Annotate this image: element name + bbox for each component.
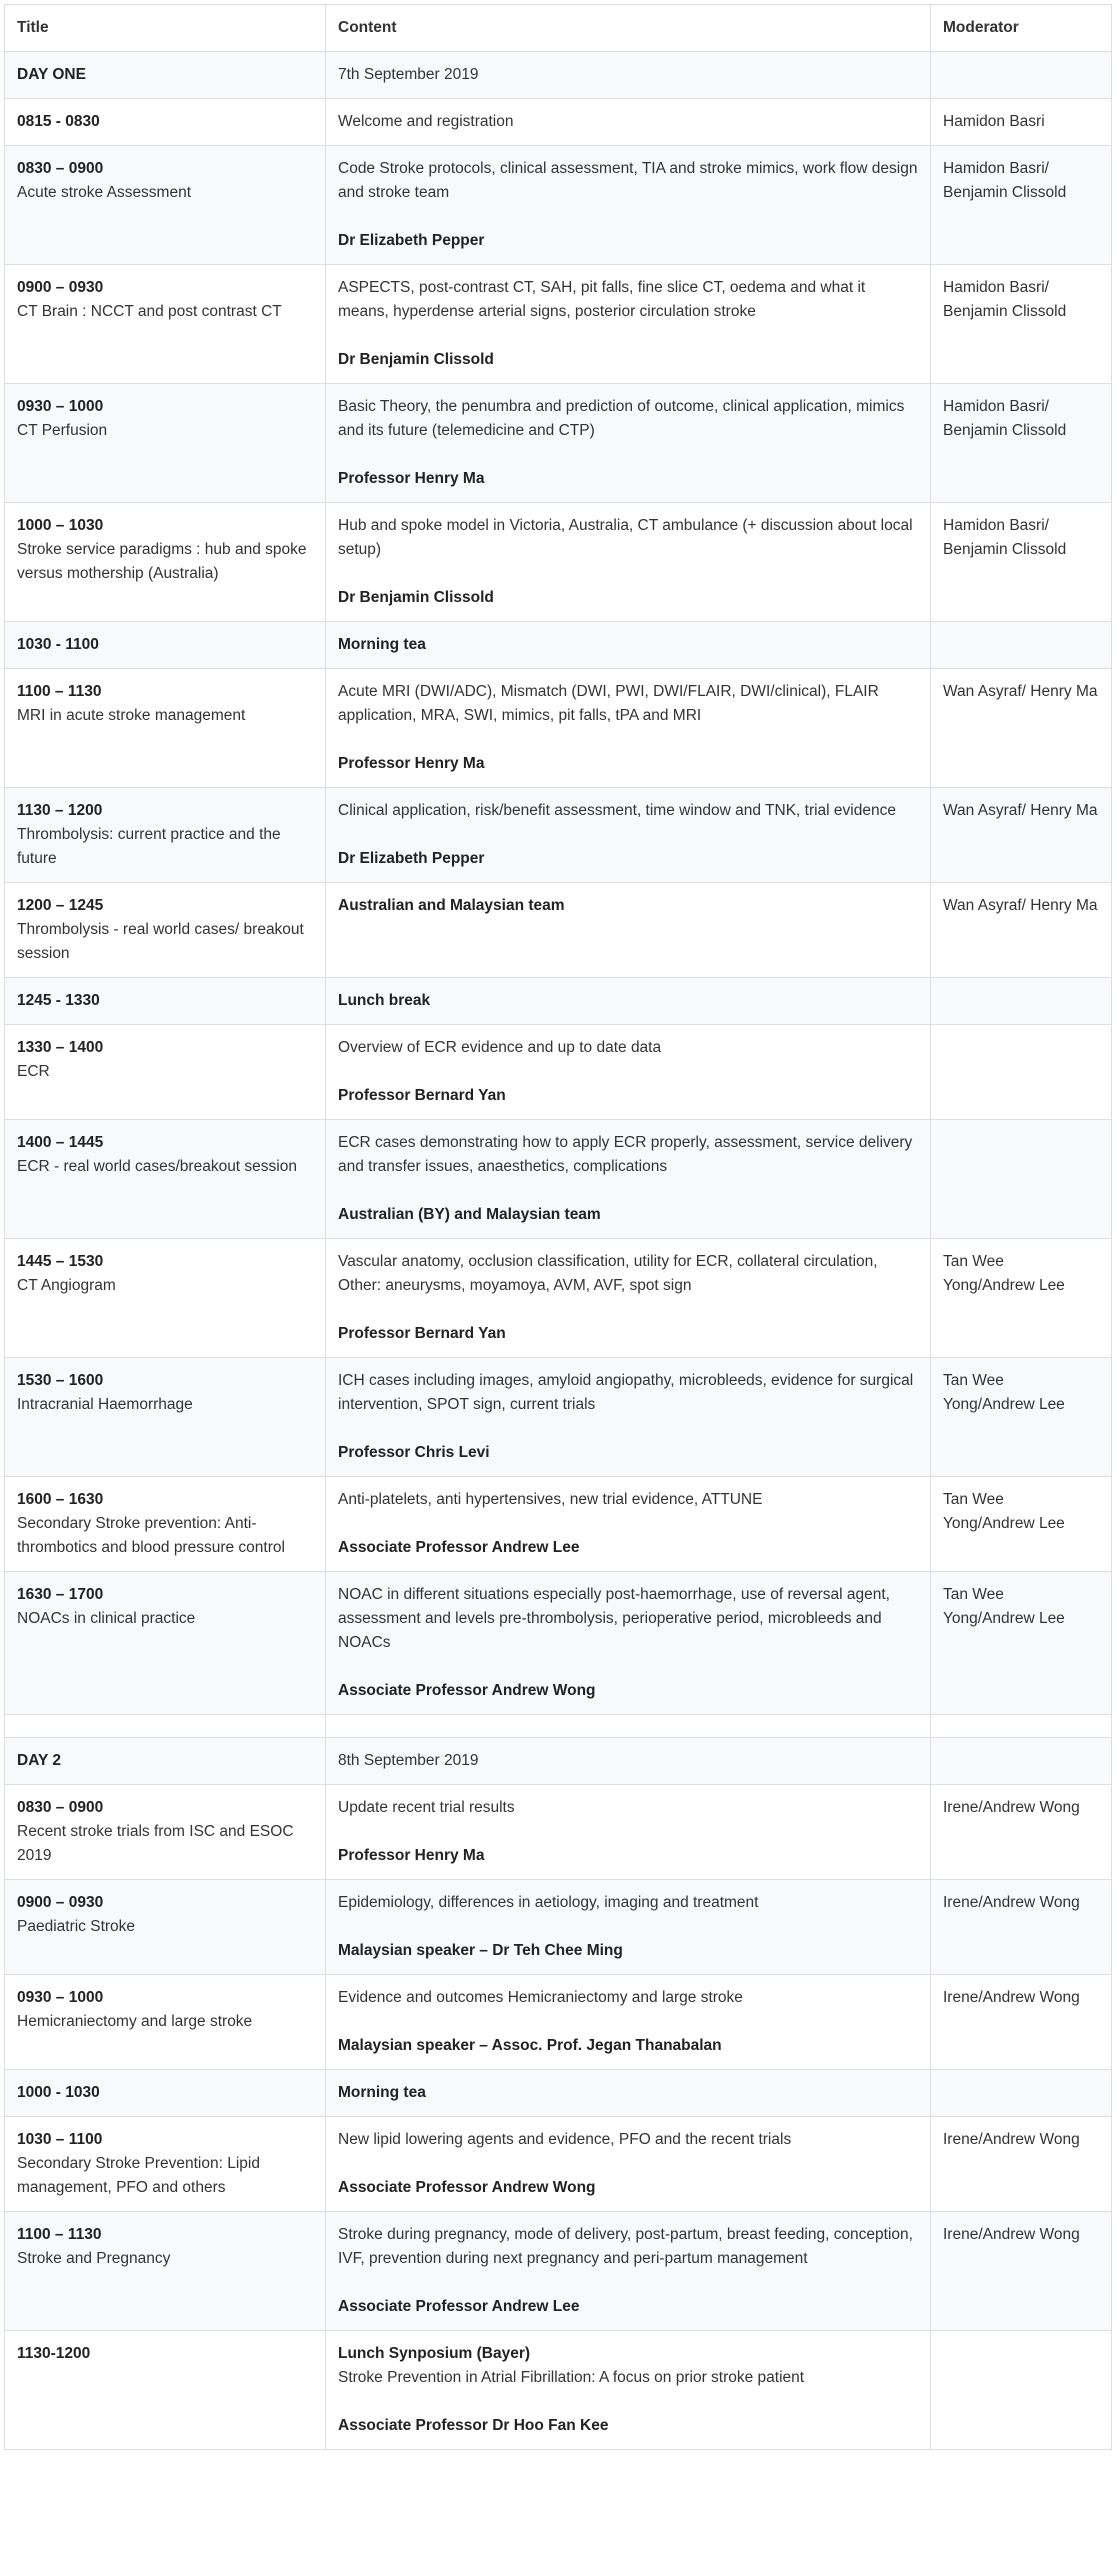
moderator-cell (931, 883, 1112, 978)
session-time: 0930 – 1000 (17, 398, 104, 415)
program-table-container (4, 4, 1111, 2450)
content-description: 7th September 2019 (338, 66, 479, 83)
session-topic: Hemicraniectomy and large stroke (17, 2013, 253, 2030)
content-description: ECR cases demonstrating how to apply ECR properly, assessment, service delivery and transfer issues, anaesthetics, complications (338, 1134, 913, 1175)
session-topic: Secondary Stroke Prevention: Lipid management, PFO and others (17, 2155, 260, 2196)
content-cell (326, 1572, 931, 1715)
session-cell (5, 146, 326, 265)
session-time: 1630 – 1700 (17, 1586, 104, 1603)
session-topic: ECR (17, 1063, 50, 1080)
speaker-name: Morning tea (338, 2084, 426, 2101)
speaker-name: Lunch break (338, 992, 431, 1009)
session-topic: Recent stroke trials from ISC and ESOC 2019 (17, 1823, 294, 1864)
moderator-cell (931, 2331, 1112, 2450)
content-description: Epidemiology, differences in aetiology, imaging and treatment (338, 1894, 759, 1911)
moderator-name: Irene/Andrew Wong (943, 1989, 1080, 2006)
table-row (5, 1880, 1112, 1975)
content-cell (326, 2212, 931, 2331)
session-time: 1100 – 1130 (17, 683, 102, 700)
table-row (5, 2331, 1112, 2450)
moderator-name: Hamidon Basri/ Benjamin Clissold (943, 160, 1067, 201)
speaker-name: Dr Benjamin Clissold (338, 351, 494, 368)
content-description: Code Stroke protocols, clinical assessment, TIA and stroke mimics, work flow design and stroke team (338, 160, 918, 201)
session-time: 1030 - 1100 (17, 636, 99, 653)
content-cell (326, 622, 931, 669)
table-row (5, 669, 1112, 788)
moderator-name: Wan Asyraf/ Henry Ma (943, 802, 1098, 819)
speaker-name: Professor Chris Levi (338, 1444, 490, 1461)
content-description: Update recent trial results (338, 1799, 515, 1816)
content-description: Basic Theory, the penumbra and prediction of outcome, clinical application, mimics and its future (telemedicine and CTP) (338, 398, 905, 439)
moderator-cell (931, 1738, 1112, 1785)
table-row (5, 1572, 1112, 1715)
session-cell (5, 2212, 326, 2331)
session-time: 0830 – 0900 (17, 160, 104, 177)
content-cell (326, 2117, 931, 2212)
session-time: 1600 – 1630 (17, 1491, 104, 1508)
table-row (5, 1477, 1112, 1572)
speaker-name: Professor Henry Ma (338, 470, 485, 487)
moderator-name: Irene/Andrew Wong (943, 2131, 1080, 2148)
session-cell (5, 265, 326, 384)
session-time: 0930 – 1000 (17, 1989, 104, 2006)
speaker-name: Australian (BY) and Malaysian team (338, 1206, 601, 1223)
content-cell (326, 1120, 931, 1239)
speaker-name: Professor Henry Ma (338, 755, 485, 772)
content-cell (326, 1025, 931, 1120)
moderator-name: Hamidon Basri (943, 113, 1045, 130)
speaker-name: Morning tea (338, 636, 426, 653)
moderator-cell (931, 1975, 1112, 2070)
content-cell (326, 384, 931, 503)
session-cell (5, 1880, 326, 1975)
content-description: 8th September 2019 (338, 1752, 479, 1769)
content-cell (326, 1785, 931, 1880)
moderator-cell (931, 2212, 1112, 2331)
content-cell (326, 146, 931, 265)
session-topic: Intracranial Haemorrhage (17, 1396, 193, 1413)
speaker-name: Associate Professor Dr Hoo Fan Kee (338, 2417, 609, 2434)
moderator-cell (931, 1120, 1112, 1239)
session-topic: CT Brain : NCCT and post contrast CT (17, 303, 282, 320)
session-topic: Thrombolysis - real world cases/ breakout session (17, 921, 304, 962)
session-topic: Stroke service paradigms : hub and spoke versus mothership (Australia) (17, 541, 307, 582)
session-time: 1445 – 1530 (17, 1253, 104, 1270)
moderator-name: Irene/Andrew Wong (943, 1894, 1080, 1911)
content-title: Lunch Synposium (Bayer) (338, 2345, 531, 2362)
moderator-cell (931, 265, 1112, 384)
table-row (5, 1239, 1112, 1358)
session-topic: CT Angiogram (17, 1277, 116, 1294)
moderator-name: Hamidon Basri/ Benjamin Clissold (943, 279, 1067, 320)
content-description: Hub and spoke model in Victoria, Australia, CT ambulance (+ discussion about local setup) (338, 517, 913, 558)
table-row (5, 1975, 1112, 2070)
moderator-cell (931, 622, 1112, 669)
session-topic: ECR - real world cases/breakout session (17, 1158, 297, 1175)
content-description: Vascular anatomy, occlusion classification, utility for ECR, collateral circulation, Other: aneurysms, moyamoya, AVM, AVF, spot sign (338, 1253, 878, 1294)
moderator-cell (931, 52, 1112, 99)
content-cell (326, 265, 931, 384)
speaker-name: Dr Benjamin Clissold (338, 589, 494, 606)
content-description: NOAC in different situations especially post-haemorrhage, use of reversal agent, assessment and levels pre-thrombolysis, perioperative period, microbleeds and NOACs (338, 1586, 890, 1651)
session-cell (5, 1572, 326, 1715)
moderator-cell (931, 669, 1112, 788)
session-time: 1000 - 1030 (17, 2084, 100, 2101)
session-cell (5, 1715, 326, 1738)
moderator-name: Tan Wee Yong/Andrew Lee (943, 1586, 1065, 1627)
table-header-row (5, 5, 1112, 52)
session-topic: NOACs in clinical practice (17, 1610, 196, 1627)
content-cell (326, 99, 931, 146)
content-cell (326, 2070, 931, 2117)
session-topic: Thrombolysis: current practice and the future (17, 826, 281, 867)
moderator-name: Hamidon Basri/ Benjamin Clissold (943, 398, 1067, 439)
moderator-cell (931, 2117, 1112, 2212)
speaker-name: Associate Professor Andrew Wong (338, 2179, 596, 2196)
moderator-name: Tan Wee Yong/Andrew Lee (943, 1253, 1065, 1294)
moderator-cell (931, 1025, 1112, 1120)
content-description: ASPECTS, post-contrast CT, SAH, pit falls, fine slice CT, oedema and what it means, hyperdense arterial signs, posterior circulation stroke (338, 279, 866, 320)
moderator-cell (931, 384, 1112, 503)
session-time: 1400 – 1445 (17, 1134, 104, 1151)
session-cell (5, 52, 326, 99)
content-description: Acute MRI (DWI/ADC), Mismatch (DWI, PWI, DWI/FLAIR, DWI/clinical), FLAIR application, MRA, SWI, mimics, pit falls, tPA and MRI (338, 683, 879, 724)
table-row (5, 99, 1112, 146)
table-row (5, 1738, 1112, 1785)
content-description: Evidence and outcomes Hemicraniectomy and large stroke (338, 1989, 743, 2006)
session-time: 1000 – 1030 (17, 517, 104, 534)
session-time: 0830 – 0900 (17, 1799, 104, 1816)
speaker-name: Dr Elizabeth Pepper (338, 232, 485, 249)
content-cell (326, 1880, 931, 1975)
session-cell (5, 1975, 326, 2070)
table-row (5, 1715, 1112, 1738)
moderator-cell (931, 2070, 1112, 2117)
content-cell (326, 1975, 931, 2070)
table-row (5, 265, 1112, 384)
content-cell (326, 883, 931, 978)
table-row (5, 384, 1112, 503)
session-time: 0900 – 0930 (17, 279, 104, 296)
content-description: Stroke during pregnancy, mode of delivery, post-partum, breast feeding, conception, IVF, prevention during next pregnancy and peri-partum management (338, 2226, 913, 2267)
session-time: 0815 - 0830 (17, 113, 100, 130)
session-cell (5, 1477, 326, 1572)
content-description: Welcome and registration (338, 113, 514, 130)
table-row (5, 883, 1112, 978)
session-topic: Stroke and Pregnancy (17, 2250, 171, 2267)
session-cell (5, 669, 326, 788)
session-time: 1200 – 1245 (17, 897, 104, 914)
table-row (5, 503, 1112, 622)
session-cell (5, 1738, 326, 1785)
moderator-cell (931, 978, 1112, 1025)
session-cell (5, 1120, 326, 1239)
session-topic: Acute stroke Assessment (17, 184, 192, 201)
session-cell (5, 2070, 326, 2117)
table-row (5, 1025, 1112, 1120)
session-time: 1530 – 1600 (17, 1372, 104, 1389)
session-cell (5, 883, 326, 978)
speaker-name: Professor Bernard Yan (338, 1087, 506, 1104)
moderator-cell (931, 99, 1112, 146)
program-table (4, 4, 1112, 2450)
session-time: 1130 – 1200 (17, 802, 103, 819)
content-description: Overview of ECR evidence and up to date data (338, 1039, 662, 1056)
content-cell (326, 503, 931, 622)
content-cell (326, 978, 931, 1025)
speaker-name: Professor Henry Ma (338, 1847, 485, 1864)
content-cell (326, 1715, 931, 1738)
session-cell (5, 978, 326, 1025)
table-row (5, 788, 1112, 883)
session-cell (5, 503, 326, 622)
speaker-name: Professor Bernard Yan (338, 1325, 506, 1342)
moderator-cell (931, 503, 1112, 622)
speaker-name: Dr Elizabeth Pepper (338, 850, 485, 867)
table-row (5, 52, 1112, 99)
moderator-cell (931, 1715, 1112, 1738)
moderator-name: Tan Wee Yong/Andrew Lee (943, 1372, 1065, 1413)
speaker-name: Associate Professor Andrew Lee (338, 1539, 580, 1556)
session-cell (5, 2117, 326, 2212)
table-row (5, 146, 1112, 265)
moderator-cell (931, 1239, 1112, 1358)
table-row (5, 1358, 1112, 1477)
content-cell (326, 2331, 931, 2450)
session-time: 1030 – 1100 (17, 2131, 103, 2148)
session-cell (5, 384, 326, 503)
session-cell (5, 2331, 326, 2450)
table-row (5, 2117, 1112, 2212)
session-time: 1100 – 1130 (17, 2226, 102, 2243)
moderator-name: Hamidon Basri/ Benjamin Clissold (943, 517, 1067, 558)
moderator-name: Wan Asyraf/ Henry Ma (943, 897, 1098, 914)
content-cell (326, 1477, 931, 1572)
moderator-cell (931, 1358, 1112, 1477)
speaker-name: Associate Professor Andrew Wong (338, 1682, 596, 1699)
session-time: 1245 - 1330 (17, 992, 100, 1009)
table-row (5, 978, 1112, 1025)
content-description: ICH cases including images, amyloid angiopathy, microbleeds, evidence for surgical intervention, SPOT sign, current trials (338, 1372, 914, 1413)
moderator-name: Irene/Andrew Wong (943, 1799, 1080, 1816)
content-description: Anti-platelets, anti hypertensives, new trial evidence, ATTUNE (338, 1491, 763, 1508)
header-title: Title (5, 5, 326, 52)
session-time: DAY 2 (17, 1752, 61, 1769)
header-content: Content (326, 5, 931, 52)
content-cell (326, 1738, 931, 1785)
moderator-cell (931, 1572, 1112, 1715)
session-cell (5, 788, 326, 883)
moderator-name: Wan Asyraf/ Henry Ma (943, 683, 1098, 700)
session-topic: CT Perfusion (17, 422, 108, 439)
moderator-cell (931, 1785, 1112, 1880)
content-cell (326, 52, 931, 99)
moderator-name: Tan Wee Yong/Andrew Lee (943, 1491, 1065, 1532)
content-description: New lipid lowering agents and evidence, PFO and the recent trials (338, 2131, 792, 2148)
moderator-cell (931, 788, 1112, 883)
speaker-name: Malaysian speaker – Dr Teh Chee Ming (338, 1942, 623, 1959)
header-moderator: Moderator (931, 5, 1112, 52)
moderator-cell (931, 1477, 1112, 1572)
speaker-name: Australian and Malaysian team (338, 897, 565, 914)
content-description: Stroke Prevention in Atrial Fibrillation: A focus on prior stroke patient (338, 2369, 805, 2386)
table-row (5, 1785, 1112, 1880)
content-cell (326, 1358, 931, 1477)
session-cell (5, 99, 326, 146)
content-cell (326, 788, 931, 883)
content-cell (326, 1239, 931, 1358)
table-row (5, 622, 1112, 669)
session-topic: MRI in acute stroke management (17, 707, 246, 724)
session-topic: Secondary Stroke prevention: Anti-thrombotics and blood pressure control (17, 1515, 285, 1556)
speaker-name: Associate Professor Andrew Lee (338, 2298, 580, 2315)
table-row (5, 2212, 1112, 2331)
table-row (5, 2070, 1112, 2117)
content-cell (326, 669, 931, 788)
session-cell (5, 1239, 326, 1358)
table-row (5, 1120, 1112, 1239)
content-description: Clinical application, risk/benefit assessment, time window and TNK, trial evidence (338, 802, 896, 819)
session-time: 0900 – 0930 (17, 1894, 104, 1911)
moderator-name: Irene/Andrew Wong (943, 2226, 1080, 2243)
session-cell (5, 622, 326, 669)
session-time: 1130-1200 (17, 2345, 91, 2362)
moderator-cell (931, 1880, 1112, 1975)
session-cell (5, 1358, 326, 1477)
session-cell (5, 1025, 326, 1120)
moderator-cell (931, 146, 1112, 265)
speaker-name: Malaysian speaker – Assoc. Prof. Jegan Thanabalan (338, 2037, 722, 2054)
session-time: DAY ONE (17, 66, 86, 83)
session-cell (5, 1785, 326, 1880)
session-time: 1330 – 1400 (17, 1039, 104, 1056)
session-topic: Paediatric Stroke (17, 1918, 136, 1935)
